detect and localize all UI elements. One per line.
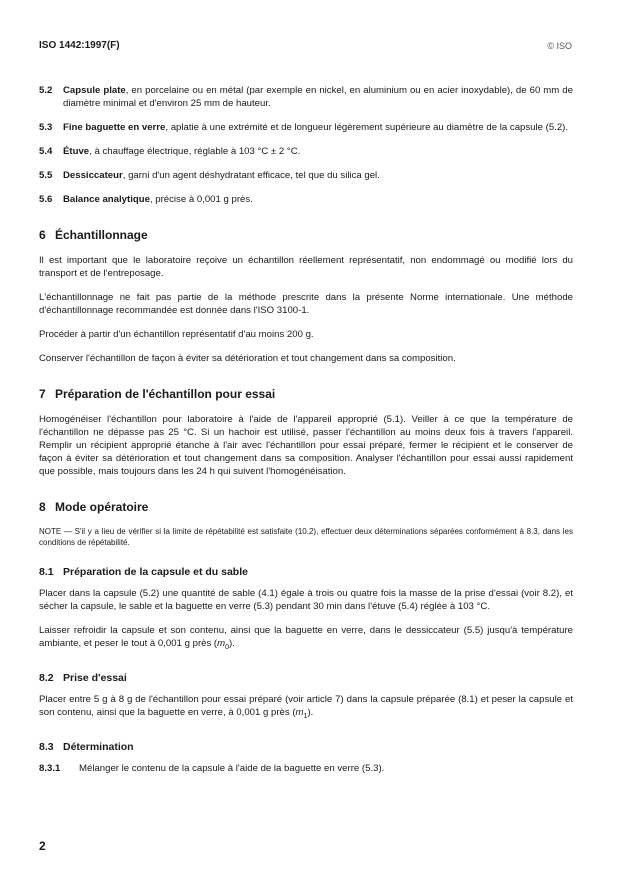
page-content <box>39 84 573 786</box>
section-6-heading <box>39 228 573 242</box>
section-number: 8.3 <box>39 740 54 753</box>
apparatus-list <box>39 84 573 206</box>
item-text: , en porcelaine ou en métal (par exemple en nickel, en aluminium ou en acier inoxydable), de 60 mm de diamètre minimal et d'environ 25 mm de hauteur. <box>63 85 573 109</box>
section-8-1-paragraph: Placer dans la capsule (5.2) une quantité de sable (4.1) égale à trois ou quatre fois la masse de la prise d'essai (voir 8.2), et sécher la capsule, le sable et la baguette en verre (5.3) pendant 30 min dans l'étuve (5.4) réglée à 103 °C. <box>39 588 573 612</box>
mass-subscript: 0 <box>225 643 230 651</box>
mass-symbol: m <box>295 706 304 718</box>
section-7-heading <box>39 387 573 401</box>
mass-subscript: 1 <box>303 712 308 720</box>
item-number: 5.5 <box>39 170 53 181</box>
section-8-3-heading <box>39 741 573 753</box>
section-number: 8.2 <box>39 671 54 684</box>
item-term: Fine baguette en verre <box>63 122 166 133</box>
apparatus-item <box>39 193 573 206</box>
apparatus-item <box>39 121 573 134</box>
page-number: 2 <box>39 839 46 853</box>
item-number: 5.2 <box>39 85 53 96</box>
item-text: , garni d'un agent déshydratant efficace, tel que du silica gel. <box>122 170 380 181</box>
section-6-paragraph: Il est important que le laboratoire reçoive un échantillon réellement représentatif, non endommagé ou modifié lors du transport et de l'entreposage. <box>39 255 573 279</box>
item-term: Dessiccateur <box>63 170 123 181</box>
section-8-2-paragraph <box>39 693 573 723</box>
paragraph-text: Placer entre 5 g à 8 g de l'échantillon pour essai préparé (voir article 7) dans la capsule préparée (8.1) et peser la capsule et son contenu, ainsi que la baguette en verre, à 0,001 g près ( <box>39 693 573 718</box>
paragraph-text: ). <box>229 638 235 649</box>
section-title: Détermination <box>63 740 134 753</box>
paragraph-text: ). <box>307 706 314 718</box>
section-title: Préparation de la capsule et du sable <box>63 566 248 578</box>
paragraph-text: Laisser refroidir la capsule et son contenu, ainsi que la baguette en verre, dans le dessiccateur (5.5) jusqu'à température ambiante, et peser le tout à 0,001 g près ( <box>39 625 573 649</box>
item-number: 8.3.1 <box>39 762 61 774</box>
apparatus-item <box>39 169 573 182</box>
copyright-mark: © ISO <box>547 41 572 51</box>
item-number: 5.6 <box>39 194 53 205</box>
mass-symbol: m <box>217 638 226 649</box>
apparatus-item <box>39 145 573 158</box>
section-8-1-paragraph <box>39 624 573 654</box>
section-title: Préparation de l'échantillon pour essai <box>55 387 276 401</box>
item-term: Capsule plate <box>63 85 126 96</box>
section-6-paragraph: Conserver l'échantillon de façon à éviter sa détérioration et tout changement dans sa composition. <box>39 353 456 364</box>
section-title: Mode opératoire <box>55 500 149 514</box>
section-8-2-heading <box>39 672 573 684</box>
section-6-paragraph: Procéder à partir d'un échantillon représentatif d'au moins 200 g. <box>39 329 314 340</box>
section-7-paragraph: Homogénéiser l'échantillon pour laboratoire à l'aide de l'appareil approprié (5.1). Veiller à ce que la température de l'échantillon ne dépasse pas 25 °C. Si un hachoir est utilisé, passer l'échantillon au moins deux fois à travers l'appareil. Remplir un récipient approprié étanche à l'air avec l'échantillon pour essai préparé, fermer le récipient et le conserver de façon à éviter sa détérioration et tout changement dans sa composition. Analyser l'échantillon pour essai aussi rapidement que possible, mais toujours dans les 24 h qui suivent l'homogénéisation. <box>39 414 573 477</box>
item-text: , précise à 0,001 g près. <box>149 194 253 205</box>
item-term: Étuve <box>63 146 90 157</box>
item-text: Mélanger le contenu de la capsule à l'aide de la baguette en verre (5.3). <box>79 762 385 774</box>
section-title: Échantillonnage <box>55 228 148 242</box>
section-8-3-1-item <box>39 762 573 775</box>
item-term: Balance analytique <box>63 194 150 205</box>
section-number: 8 <box>39 500 46 514</box>
item-number: 5.4 <box>39 146 53 157</box>
section-8-1-heading <box>39 566 573 578</box>
section-title: Prise d'essai <box>63 671 127 684</box>
apparatus-item <box>39 84 573 110</box>
document-standard-id: ISO 1442:1997(F) <box>39 40 120 51</box>
item-number: 5.3 <box>39 122 53 133</box>
section-number: 7 <box>39 387 46 401</box>
section-8-heading <box>39 500 573 514</box>
section-8-note: NOTE — S'il y a lieu de vérifier si la limite de répétabilité est satisfaite (10.2), effectuer deux déterminations séparées conformément à 8.3, dans les conditions de répétabilité. <box>39 527 573 547</box>
section-6-paragraph: L'échantillonnage ne fait pas partie de la méthode prescrite dans la présente Norme internationale. Une méthode d'échantillonnage recommandée est donnée dans l'ISO 3100-1. <box>39 292 573 316</box>
section-number: 6 <box>39 228 46 242</box>
item-text: , à chauffage électrique, réglable à 103 °C ± 2 °C. <box>89 146 301 157</box>
section-number: 8.1 <box>39 566 54 578</box>
item-text: , aplatie à une extrémité et de longueur légèrement supérieure au diamètre de la capsule (5.2). <box>165 122 569 133</box>
